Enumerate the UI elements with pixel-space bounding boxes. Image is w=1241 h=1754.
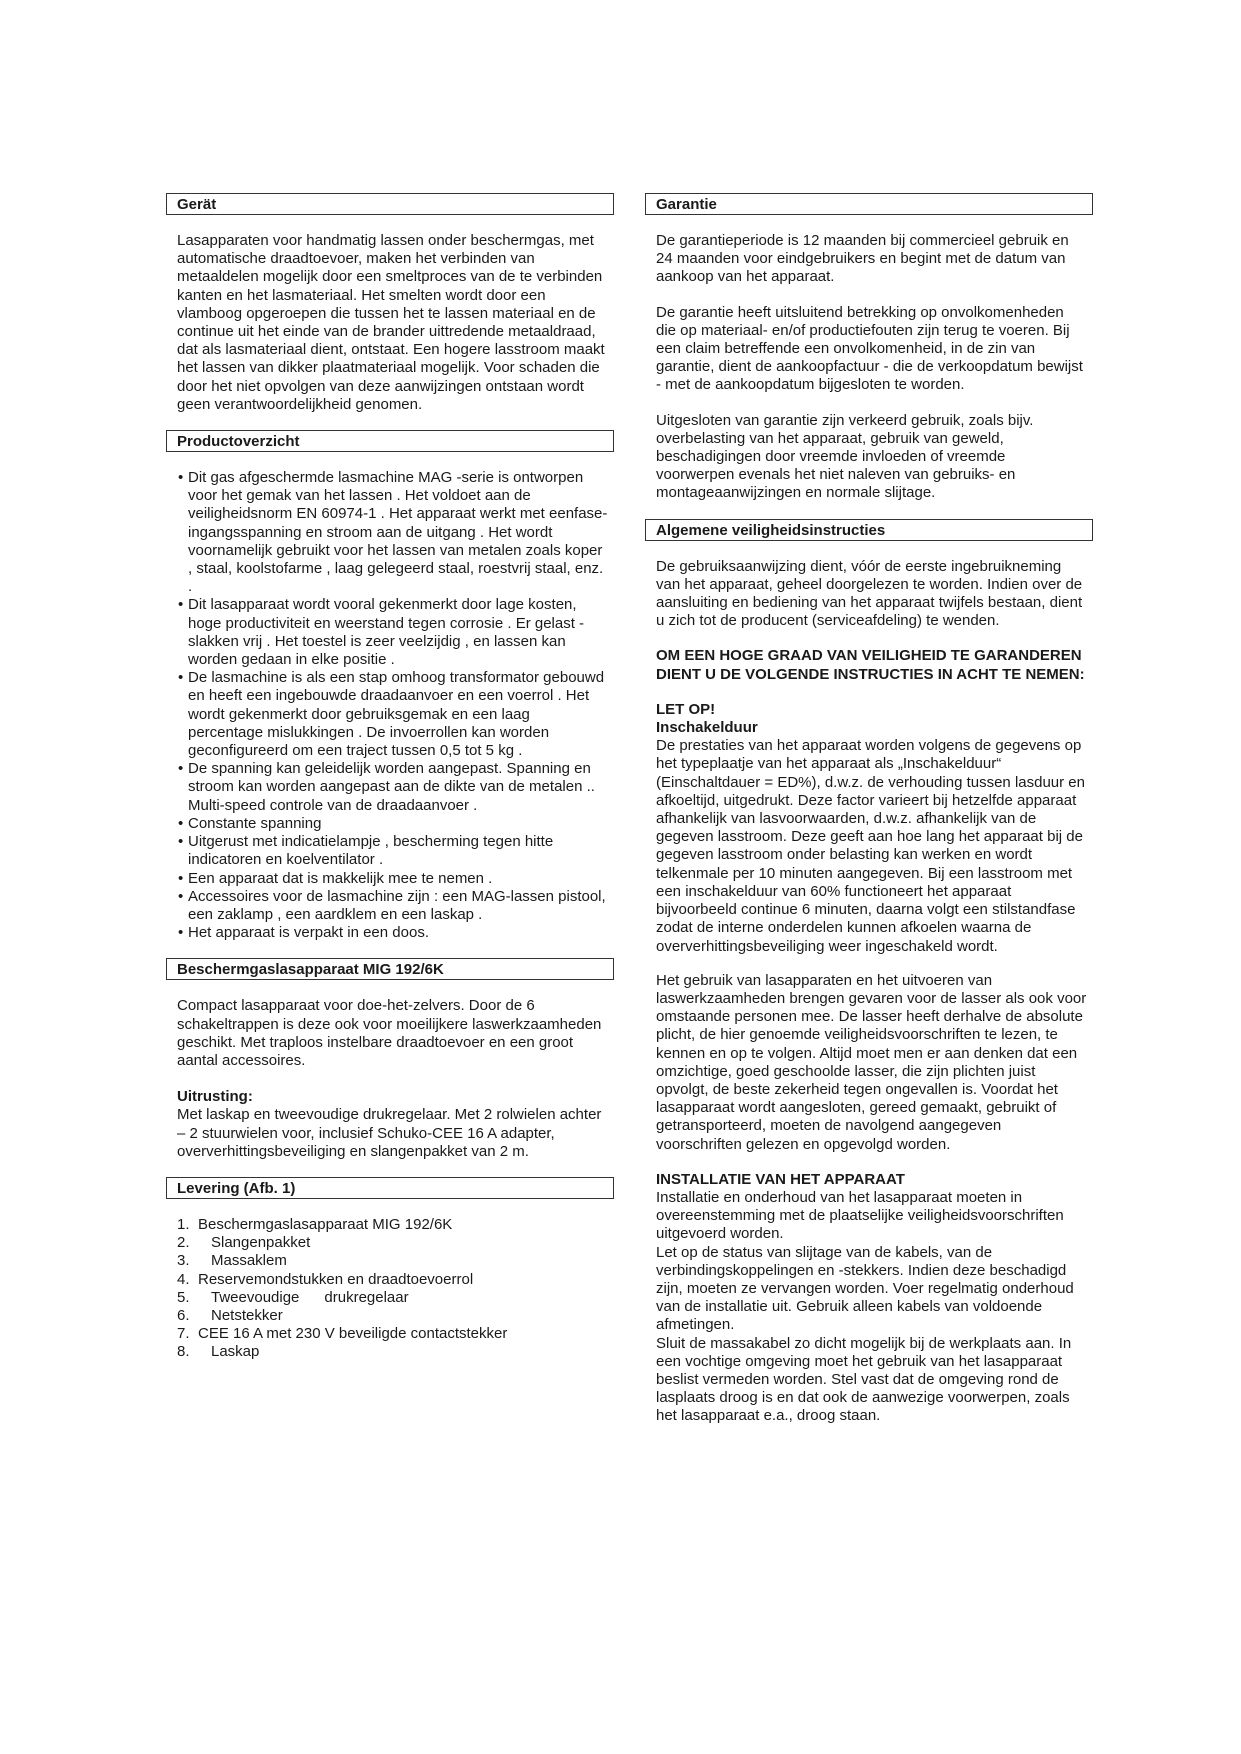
item-number: 7.	[177, 1325, 190, 1343]
levering-list	[166, 1216, 614, 1362]
list-item: • Een apparaat dat is makkelijk mee te nemen .	[177, 870, 608, 888]
inschakelduur-body: De prestaties van het apparaat worden volgens de gegevens op het typeplaatje van het apparaat als „Inschakelduur“ (Einschaltdauer = ED%), d.w.z. de verhouding tussen lasduur en afkoeltijd, uitgedrukt. Deze factor varieert bij hetzelfde apparaat afhankelijk van lasvoorwaarden, d.w.z. afhankelijk van de gegeven lasstroom. Deze geeft aan hoe lang het apparaat bij de gegeven lasstroom onder belasting kan werken en wordt telkenmale per 10 minuten aangegeven. Bij een lasstroom met een inschakelduur van 60% functioneert het apparaat bijvoorbeeld continue 6 minuten, daarna volgt een stilstandfase zodat de interne onderdelen kunnen afkoelen waarna de oververhittingsbeveiliging weer ingeschakeld wordt.	[656, 737, 1085, 955]
list-item: • De lasmachine is als een stap omhoog transformator gebouwd en heeft een ingebouwde draadaanvoer en een voerrol . Het wordt gekenmerkt door gebruiksgemak en een laag percentage mislukkingen . De invoerrollen kan worden geconfigureerd om een traject tussen 0,5 tot 5 kg .	[177, 669, 608, 760]
item-text: Tweevoudige drukregelaar	[211, 1288, 409, 1306]
productoverzicht-list	[166, 469, 614, 942]
garantie-p2: De garantie heeft uitsluitend betrekking op onvolkomenheden die op materiaal- en/of productiefouten zijn terug te voeren. Bij een claim betreffende een onvolkomenheid, in de zin van garantie, dient de aankoopfactuur - die de verkoopdatum bewijst - met de aankoopdatum bijgesloten te worden.	[656, 303, 1083, 394]
list-item	[177, 1252, 614, 1270]
safety-warning: OM EEN HOGE GRAAD VAN VEILIGHEID TE GARANDEREN DIENT U DE VOLGENDE INSTRUCTIES IN ACHT TE NEMEN:	[656, 647, 1085, 683]
list-item: • Constante spanning	[177, 815, 608, 833]
garantie-p1: De garantieperiode is 12 maanden bij commercieel gebruik en 24 maanden voor eindgebruikers en begint met de datum van aankoop van het apparaat.	[656, 232, 1069, 286]
section-title-productoverzicht: Productoverzicht	[166, 430, 614, 452]
veiligheid-p1: De gebruiksaanwijzing dient, vóór de eerste ingebruikneming van het apparaat, geheel doorgelezen te worden. Indien over de aansluiting en bediening van het apparaat twijfels bestaan, dient u zich tot de producent (serviceafdeling) te wenden.	[656, 557, 1083, 630]
mig-body: Compact lasapparaat voor doe-het-zelvers. Door de 6 schakeltrappen is deze ook voor moeilijkere laswerkzaamheden geschikt. Met traploos instelbare draadtoevoer en een groot aantal accessoires.	[177, 997, 602, 1069]
section-title-mig: Beschermgaslasapparaat MIG 192/6K	[166, 958, 614, 980]
right-column	[645, 193, 1093, 1426]
section-title-levering: Levering (Afb. 1)	[166, 1177, 614, 1199]
list-item: • Dit lasapparaat wordt vooral gekenmerkt door lage kosten, hoge productiviteit en weerstand tegen corrosie . Er gelast - slakken vrij . Het toestel is zeer veelzijdig , en lassen kan worden gedaan in elke positie .	[177, 596, 608, 669]
gevaren-paragraph: Het gebruik van lasapparaten en het uitvoeren van laswerkzaamheden brengen gevaren voor de lasser als ook voor omstaande personen mee. De lasser heeft derhalve de absolute plicht, de hier genoemde veiligheidsvoorschriften te lezen, te kennen en op te volgen. Altijd moet men er aan denken dat een omzichtige, goed geschoolde lasser, die zijn plichten juist opvolgt, de beste zekerheid tegen ongevallen is. Voordat het lasapparaat wordt aangesloten, gereed gemaakt, gebruikt of getransporteerd, moeten de navolgend aangegeven voorschriften gelezen en opgevolgd worden.	[656, 971, 1087, 1153]
item-text: Slangenpakket	[211, 1234, 311, 1252]
item-text: Netstekker	[211, 1306, 283, 1324]
inschakelduur-heading: Inschakelduur	[656, 719, 758, 737]
installatie-p1: Installatie en onderhoud van het lasapparaat moeten in overeenstemming met de plaatselijke veiligheidsvoorschriften uitgevoerd worden.	[656, 1188, 1064, 1243]
list-item: • Accessoires voor de lasmachine zijn : een MAG-lassen pistool, een zaklamp , een aardklem en een laskap .	[177, 888, 608, 924]
list-item	[177, 1289, 614, 1307]
list-item	[177, 1325, 614, 1343]
garantie-p3: Uitgesloten van garantie zijn verkeerd gebruik, zoals bijv. overbelasting van het apparaat, gebruik van geweld, beschadigingen door vreemde invloeden of vreemde voorwerpen evenals het niet naleven van gebruiks- en montageaanwijzingen en normale slijtage.	[656, 411, 1034, 502]
item-text: Laskap	[211, 1343, 260, 1361]
list-item	[177, 1307, 614, 1325]
section-title-garantie: Garantie	[645, 193, 1093, 215]
list-item	[177, 1234, 614, 1252]
item-number: 3.	[177, 1252, 190, 1270]
item-text: Reservemondstukken en draadtoevoerrol	[198, 1270, 474, 1288]
geraet-body: Lasapparaten voor handmatig lassen onder beschermgas, met automatische draadtoevoer, maken het verbinden van metaaldelen mogelijk door een smeltproces van de te verbinden kanten en het lasmateriaal. Het smelten wordt door een vlamboog opgeroepen die tussen het te lassen materiaal en de continue uit het einde van de brander uittredende metaaldraad, dat als lasmateriaal dient, ontstaat. Een hogere lasstroom maakt het lassen van dikker plaatmateriaal mogelijk. Voor schaden die door het niet opvolgen van deze aanwijzingen ontstaan wordt geen verantwoordelijkheid genomen.	[177, 232, 605, 413]
list-item	[177, 1343, 614, 1361]
let-op-heading: LET OP!	[656, 700, 716, 718]
left-column	[166, 193, 614, 1362]
installatie-heading: INSTALLATIE VAN HET APPARAAT	[656, 1170, 905, 1188]
item-text: Beschermgaslasapparaat MIG 192/6K	[198, 1215, 453, 1233]
list-item: • Uitgerust met indicatielampje , bescherming tegen hitte indicatoren en koelventilator .	[177, 833, 608, 869]
list-item	[177, 1271, 614, 1289]
uitrusting-body: Met laskap en tweevoudige drukregelaar. Met 2 rolwielen achter – 2 stuurwielen voor, inclusief Schuko-CEE 16 A adapter, oververhittingsbeveiliging en slangenpakket van 2 m.	[177, 1106, 602, 1160]
item-text: Massaklem	[211, 1252, 287, 1270]
list-item: • Het apparaat is verpakt in een doos.	[177, 924, 608, 942]
list-item: • De spanning kan geleidelijk worden aangepast. Spanning en stroom kan worden aangepast aan de dikte van de metalen .. Multi-speed controle van de draadaanvoer .	[177, 760, 608, 815]
section-title-veiligheid: Algemene veiligheidsinstructies	[645, 519, 1093, 541]
item-number: 8.	[177, 1343, 190, 1361]
item-number: 5.	[177, 1288, 190, 1306]
list-item: • Dit gas afgeschermde lasmachine MAG -serie is ontworpen voor het gemak van het lassen . Het voldoet aan de veiligheidsnorm EN 60974-1 . Het apparaat werkt met eenfase- ingangsspanning en stroom aan de uitgang . Het wordt voornamelijk gebruikt voor het lassen van metalen zoals koper , staal, koolstofarme , laag gelegeerd staal, roestvrij staal, enz. .	[177, 469, 608, 596]
item-number: 2.	[177, 1234, 190, 1252]
list-item	[177, 1216, 614, 1234]
section-title-geraet: Gerät	[166, 193, 614, 215]
installatie-p2: Let op de status van slijtage van de kabels, van de verbindingskoppelingen en -stekkers. Indien deze beschadigd zijn, moeten ze vervangen worden. Voer regelmatig onderhoud van de installatie uit. Gebruik alleen kabels van voldoende afmetingen.	[656, 1243, 1074, 1334]
item-number: 6.	[177, 1306, 190, 1324]
item-number: 1.	[177, 1215, 190, 1233]
uitrusting-heading: Uitrusting:	[177, 1088, 253, 1106]
item-number: 4.	[177, 1270, 190, 1288]
item-text: CEE 16 A met 230 V beveiligde contactstekker	[198, 1325, 508, 1343]
installatie-p3: Sluit de massakabel zo dicht mogelijk bij de werkplaats aan. In een vochtige omgeving moet het gebruik van het lasapparaat beslist vermeden worden. Stel vast dat de omgeving rond de lasplaats droog is en dat ook de aanwezige voorwerpen, zoals het lasapparaat e.a., droog staan.	[656, 1334, 1072, 1425]
